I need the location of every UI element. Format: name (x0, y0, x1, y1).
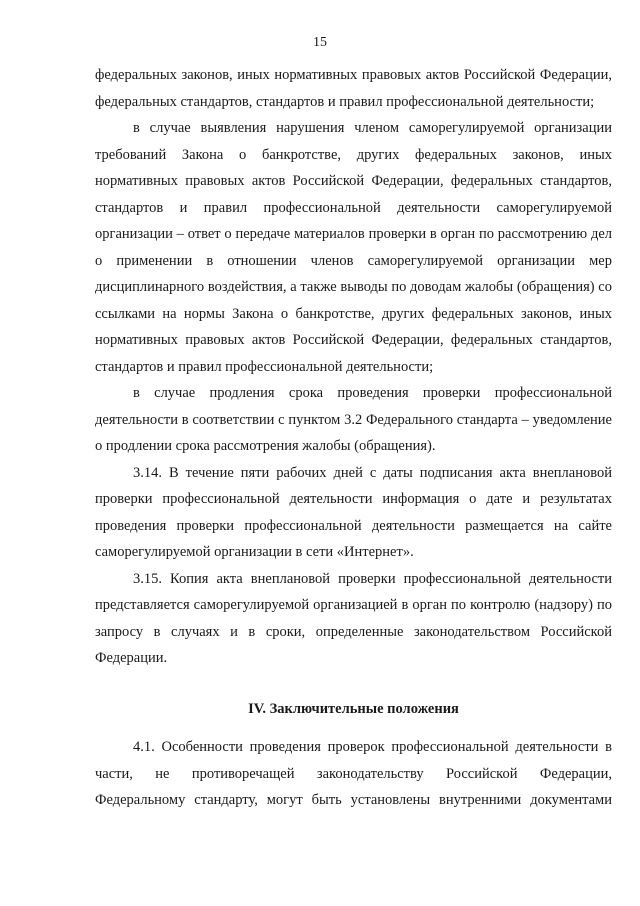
section-heading: IV. Заключительные положения (248, 700, 459, 717)
paragraph-3-14: 3.14. В течение пяти рабочих дней с даты подписания акта внеплановой проверки профессиональной деятельности информация о дате и результатах проведения проверки профессиональной деятельности размещается на сайте саморегулируемой организации в сети «Интернет». (95, 464, 612, 560)
paragraph-continuation: федеральных законов, иных нормативных правовых актов Российской Федерации, федеральных стандартов, стандартов и правил профессиональной деятельности; (95, 67, 612, 110)
document-body (95, 62, 612, 814)
page-number: 15 (313, 35, 327, 50)
paragraph-extension-case: в случае продления срока проведения проверки профессиональной деятельности в соответствии с пунктом 3.2 Федерального стандарта – уведомление о продлении срока рассмотрения жалобы (обращения). (95, 385, 612, 454)
paragraph-4-1: 4.1. Особенности проведения проверок профессиональной деятельности в части, не противоречащей законодательству Российской Федерации, Федеральному стандарту, могут быть установлены внутренними документами (95, 739, 612, 808)
paragraph-violation-case: в случае выявления нарушения членом саморегулируемой организации требований Закона о банкротстве, других федеральных законов, иных нормативных правовых актов Российской Федерации, федеральных стандартов, стандартов и правил профессиональной деятельности саморегулируемой организации – ответ о передаче материалов проверки в орган по рассмотрению дел о применении в отношении членов саморегулируемой организации мер дисциплинарного воздействия, а также выводы по доводам жалобы (обращения) со ссылками на нормы Закона о банкротстве, других федеральных законов, иных нормативных правовых актов Российской Федерации, федеральных стандартов, стандартов и правил профессиональной деятельности; (95, 120, 612, 375)
paragraph-3-15: 3.15. Копия акта внеплановой проверки профессиональной деятельности представляется саморегулируемой организацией в орган по контролю (надзору) по запросу в случаях и в сроки, определенные законодательством Российской Федерации. (95, 570, 612, 666)
